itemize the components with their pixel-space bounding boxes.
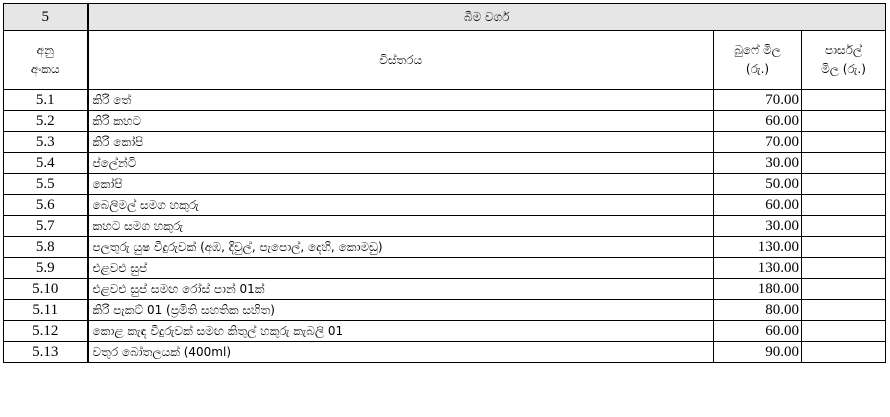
item-description: බෙලිමල් සමග හකුරු xyxy=(88,195,714,216)
item-number: 5.5 xyxy=(4,174,88,195)
item-number: 5.13 xyxy=(4,342,88,363)
price-table xyxy=(3,3,886,363)
item-parcel-price xyxy=(802,132,886,153)
table-row xyxy=(4,111,886,132)
item-description: කිරි පැකට් 01 (ප්‍රමිති සහතික සහිත) xyxy=(88,300,714,321)
item-parcel-price xyxy=(802,111,886,132)
item-description: කිරි තේ xyxy=(88,90,714,111)
item-buffet-price: 180.00 xyxy=(714,279,802,300)
item-buffet-price: 30.00 xyxy=(714,153,802,174)
item-description: වතුර බෝතලයක් (400ml) xyxy=(88,342,714,363)
items-body xyxy=(4,90,886,363)
item-number: 5.10 xyxy=(4,279,88,300)
column-header-number-line-2: අංකය xyxy=(30,62,60,76)
section-header-row xyxy=(4,4,886,31)
item-buffet-price: 90.00 xyxy=(714,342,802,363)
table-row xyxy=(4,300,886,321)
item-buffet-price: 80.00 xyxy=(714,300,802,321)
item-number: 5.6 xyxy=(4,195,88,216)
item-number: 5.7 xyxy=(4,216,88,237)
table-row xyxy=(4,132,886,153)
item-parcel-price xyxy=(802,90,886,111)
table-row xyxy=(4,321,886,342)
item-parcel-price xyxy=(802,174,886,195)
item-number: 5.8 xyxy=(4,237,88,258)
item-description: කහට සමග හකුරු xyxy=(88,216,714,237)
item-number: 5.4 xyxy=(4,153,88,174)
table-row xyxy=(4,174,886,195)
column-header-buffet-price-line-2: (රු.) xyxy=(745,62,770,76)
item-description: කෝපි xyxy=(88,174,714,195)
table-row xyxy=(4,258,886,279)
section-number: 5 xyxy=(4,4,88,31)
item-description: එළවළු සුප් සමඟ රෝස් පාන් 01ක් xyxy=(88,279,714,300)
table-row xyxy=(4,216,886,237)
item-buffet-price: 50.00 xyxy=(714,174,802,195)
item-parcel-price xyxy=(802,258,886,279)
column-header-parcel-price-line-2: මිල (රු.) xyxy=(821,62,866,76)
item-number: 5.3 xyxy=(4,132,88,153)
item-parcel-price xyxy=(802,195,886,216)
item-buffet-price: 60.00 xyxy=(714,111,802,132)
item-parcel-price xyxy=(802,237,886,258)
item-buffet-price: 130.00 xyxy=(714,258,802,279)
item-buffet-price: 30.00 xyxy=(714,216,802,237)
item-number: 5.12 xyxy=(4,321,88,342)
item-buffet-price: 60.00 xyxy=(714,195,802,216)
item-parcel-price xyxy=(802,153,886,174)
column-header-description xyxy=(88,31,714,90)
item-buffet-price: 60.00 xyxy=(714,321,802,342)
column-header-buffet-price-line-1: බුෆේ මිල xyxy=(734,43,781,57)
item-number: 5.9 xyxy=(4,258,88,279)
column-header-description-label: විස්තරය xyxy=(379,52,423,67)
item-number: 5.2 xyxy=(4,111,88,132)
item-parcel-price xyxy=(802,279,886,300)
item-parcel-price xyxy=(802,216,886,237)
item-buffet-price: 70.00 xyxy=(714,90,802,111)
item-parcel-price xyxy=(802,300,886,321)
item-description: පලතුරු යුෂ වීදුරුවක් (අඹ, දිවුල්, පැපොල්, දෙහි, කොමඩු) xyxy=(88,237,714,258)
item-description: කිරි කෝපි xyxy=(88,132,714,153)
item-buffet-price: 130.00 xyxy=(714,237,802,258)
column-header-number xyxy=(4,31,88,90)
item-parcel-price xyxy=(802,321,886,342)
table-row xyxy=(4,237,886,258)
item-parcel-price xyxy=(802,342,886,363)
table-row xyxy=(4,279,886,300)
column-header-parcel-price xyxy=(802,31,886,90)
section-title: බීම වර්ග xyxy=(88,4,886,31)
column-header-parcel-price-line-1: පාර්සල් xyxy=(824,43,863,57)
table-row xyxy=(4,342,886,363)
table-row xyxy=(4,195,886,216)
item-description: කිරි කහට xyxy=(88,111,714,132)
table-row xyxy=(4,90,886,111)
item-buffet-price: 70.00 xyxy=(714,132,802,153)
column-header-row xyxy=(4,31,886,90)
column-header-number-line-1: අනු xyxy=(36,43,54,57)
item-description: කොළ කැඳ වීදුරුවක් සමඟ කිතුල් හකුරු කැබලි 01 xyxy=(88,321,714,342)
item-description: ප්ලේන්ටි xyxy=(88,153,714,174)
item-number: 5.11 xyxy=(4,300,88,321)
item-description: එළවළු සුප් xyxy=(88,258,714,279)
column-header-buffet-price xyxy=(714,31,802,90)
table-row xyxy=(4,153,886,174)
item-number: 5.1 xyxy=(4,90,88,111)
